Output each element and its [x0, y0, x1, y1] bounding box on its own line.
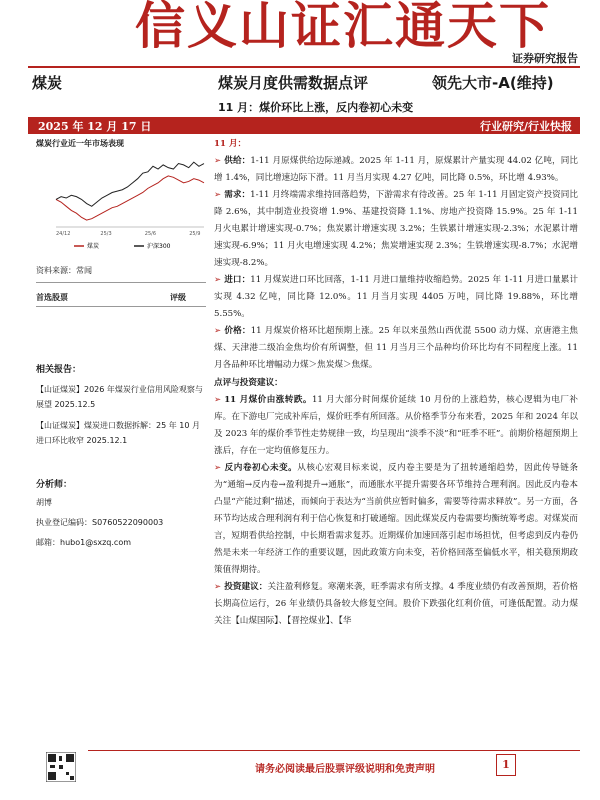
disclaimer-text[interactable]: 请务必阅读最后股票评级说明和免责声明 — [255, 764, 435, 775]
report-date: 2025 年 12 月 17 日 — [38, 120, 152, 133]
sidebar-divider — [36, 306, 206, 307]
bullet-arrow-icon: ➢ — [214, 582, 222, 592]
report-type-label: 证券研究报告 — [512, 52, 578, 65]
analyst-title: 分析师： — [36, 480, 73, 490]
x-tick-label: 25/6 — [144, 231, 157, 237]
bullet-arrow-icon: ➢ — [214, 326, 222, 336]
legend-label: 煤炭 — [87, 243, 100, 250]
data-source: 资料来源：常闻 — [36, 266, 92, 275]
advice_items-text: 11 月大部分时间煤价延续 10 月份的上涨趋势，核心逻辑为电厂补库。在下游电厂完成补库后，煤价旺季有所回落。从价格季节分布来看，2025 年和 2024 年以及 2023 年的煤价季节性走势规律一致，均呈现出“淡季不淡”和“旺季不旺”。前期价格超预期上涨后，存在一定均值修复压力。 — [214, 395, 578, 456]
preferred-stocks-rating-label: 评级 — [170, 293, 186, 302]
bullet-arrow-icon: ➢ — [214, 463, 222, 473]
bullet-arrow-icon: ➢ — [214, 190, 222, 200]
items-label: 供给： — [224, 156, 251, 166]
preferred-stocks-label: 首选股票 — [36, 293, 68, 302]
items-item — [214, 323, 578, 374]
items-label: 价格： — [224, 326, 251, 336]
related-report-item[interactable]: 【山证煤炭】2026 年煤炭行业信用风险观察与展望 2025.12.5 — [36, 385, 203, 409]
rating-label: 领先大市-A(维持) — [432, 74, 554, 92]
report-category: 行业研究/行业快报 — [479, 120, 572, 133]
main-content — [214, 136, 578, 630]
market-performance-chart — [34, 152, 209, 252]
advice_items-item — [214, 392, 578, 460]
x-tick-label: 25/3 — [100, 231, 112, 237]
bullet-arrow-icon: ➢ — [214, 395, 222, 405]
x-tick-label: 24/12 — [56, 231, 71, 237]
items-text: 11 月煤炭价格环比超预期上涨。25 年以来虽然山西优混 5500 动力煤、京唐港主焦煤、天津港二级冶金焦均价有所调整，但 11 月当月三个品种均价环比均有不同程度上涨。11 月各品种环比增幅动力煤＞焦炭煤＞焦煤。 — [214, 326, 578, 370]
analyst-email[interactable]: 邮箱：hubo1@sxzq.com — [36, 538, 132, 547]
items-label: 需求： — [224, 190, 251, 200]
related-reports-title: 相关报告： — [36, 365, 82, 375]
report-subtitle: 11 月：煤价环比上涨，反内卷初心未变 — [218, 101, 414, 114]
report-title: 煤炭月度供需数据点评 — [218, 74, 369, 92]
date-bar — [28, 117, 580, 134]
advice_items-text: 关注盈利修复。寒潮来袭，旺季需求有所支撑。4 季度业绩仍有改善预期，若价格长期高位运行，26 年业绩仍具备较大修复空间。股价下跌强化红利价值，可逢低配置。动力煤关注【山煤国际】、【晋控煤业】、【华 — [214, 582, 578, 626]
items-item — [214, 272, 578, 323]
sidebar-divider — [36, 282, 206, 283]
advice_items-item — [214, 460, 578, 579]
advice_items-label: 反内卷初心未变。 — [224, 463, 298, 473]
page-number: 1 — [496, 754, 516, 776]
bullet-arrow-icon: ➢ — [214, 156, 222, 166]
legend-label: 沪深300 — [147, 243, 171, 250]
company-logo-text: 信义山证汇通天下 — [135, 0, 551, 55]
x-tick-label: 25/9 — [189, 231, 201, 237]
analyst-cert: 执业登记编码：S0760522090003 — [36, 518, 164, 527]
header-rule — [28, 66, 580, 68]
items-text: 1-11 月终端需求维持回落趋势，下游需求有待改善。25 年 1-11 月固定资产投资同比降 2.6%，其中制造业投资增 1.9%、基建投资降 1.1%、房地产投资降 15.9%。25 年 1-11 月火电累计增速实现-0.7%；焦炭累计增速实现 3.2%；生铁累计增速实现-2.3%；水泥累计增速实现-6.9%；11 月火电增速实现 4.2%；焦炭增速实现 2.3%；生铁增速实现-8.7%；水泥增速实现-8.2%。 — [214, 190, 578, 268]
bullet-arrow-icon: ➢ — [214, 275, 222, 285]
related-report-item[interactable]: 【山证煤炭】煤炭进口数据拆解：25 年 10 月进口环比收窄 2025.12.1 — [36, 421, 200, 445]
items-text: 1-11 月原煤供给边际递减。2025 年 1-11 月，原煤累计产量实现 44.02 亿吨，同比增 1.4%，同比增速边际下滑。11 月当月实现 4.27 亿吨，同比降 0.5%，环比增 4.93%。 — [214, 156, 578, 183]
items-text: 11 月煤炭进口环比回落，1-11 月进口量维持收缩趋势。2025 年 1-11 月进口量累计实现 4.32 亿吨，同比降 12.0%。11 月当月实现 4405 万吨，同比降 19.88%，环比增 5.55%。 — [214, 275, 578, 319]
items-item — [214, 187, 578, 272]
advice_items-text: 从核心宏观目标来说，反内卷主要是为了扭转通缩趋势，因此传导链条为“通缩→反内卷→盈利提升→通胀”，而通胀水平提升需要各环节维持合理利润。因此反内卷本凸显“产能过剩”描述，而倾向于表达为“当前供应暂时偏多，需要等待需求释放”。另一方面，各环节均达成合理利润有利于信心恢复和打破通缩。因此煤炭反内卷需要均衡统筹考虑。对煤炭而言，短期看供给控制，中长期看需求复苏。近期煤价加速回落引起市场担忧，但考虑到反内卷仍然是未来一年经济工作的重要议题，因此政策方向未变，若价格回落至偏低水平，相关稳预期政策值得期待。 — [214, 463, 578, 575]
advice_items-label: 投资建议： — [224, 582, 268, 592]
advice_items-label: 11 月煤价由涨转跌。 — [224, 395, 312, 405]
chart-title: 煤炭行业近一年市场表现 — [36, 139, 124, 148]
items-label: 进口： — [224, 275, 251, 285]
footer-rule — [88, 750, 580, 751]
advice_items-item — [214, 579, 578, 630]
month-title: 11 月： — [214, 139, 247, 149]
analyst-name: 胡博 — [36, 498, 52, 507]
items-item — [214, 153, 578, 187]
industry-label: 煤炭 — [32, 74, 63, 92]
qr-code-icon — [46, 752, 76, 782]
advice-title: 点评与投资建议： — [214, 378, 283, 388]
